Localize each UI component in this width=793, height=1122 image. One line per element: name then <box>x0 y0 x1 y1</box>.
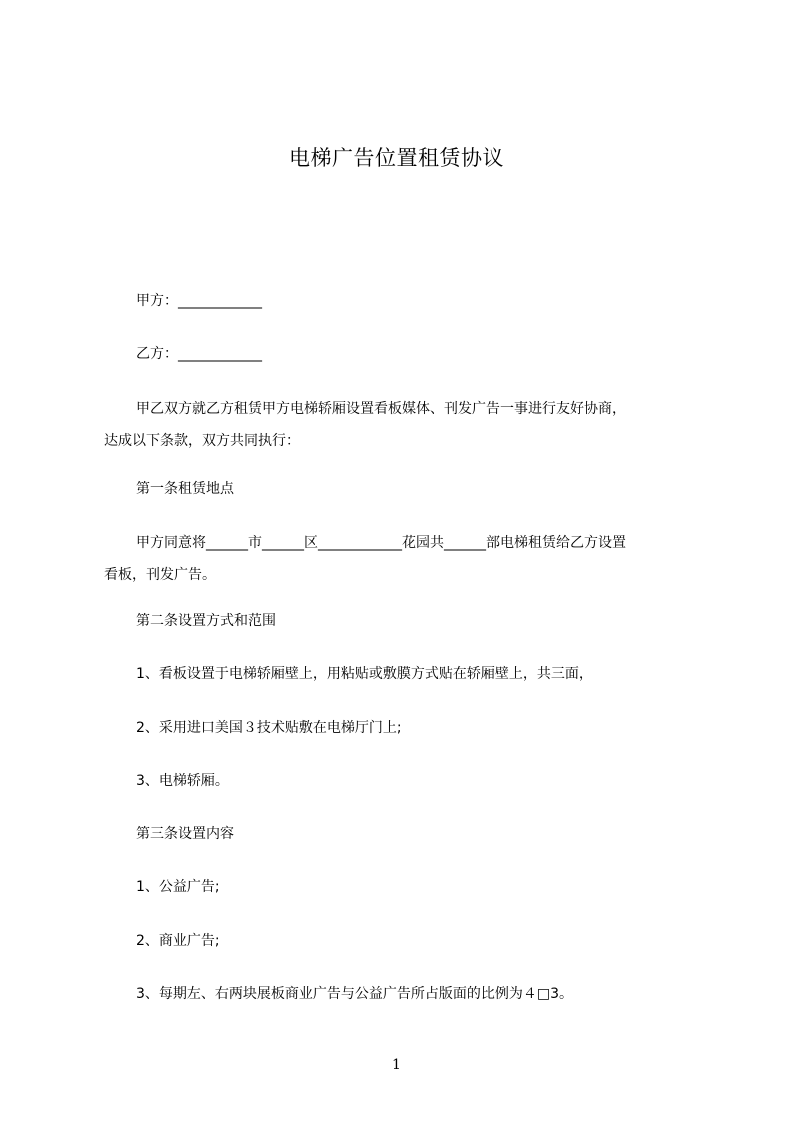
article-1-heading: 第一条租赁地点 <box>136 481 234 497</box>
article-3-heading: 第三条设置内容 <box>136 826 234 842</box>
party-b-line: 乙方：____________ <box>136 346 262 362</box>
article-1-line-2: 看板，刊发广告。 <box>104 567 216 583</box>
intro-paragraph <box>104 393 704 457</box>
article-3-item-3: 3、每期左、右两块展板商业广告与公益广告所占版面的比例为４□3。 <box>136 986 574 1002</box>
article-2-heading: 第二条设置方式和范围 <box>136 613 276 629</box>
intro-line-2: 达成以下条款，双方共同执行： <box>104 433 300 449</box>
article-1-paragraph <box>104 527 704 591</box>
article-3-item-2: 2、商业广告; <box>136 933 220 949</box>
party-a-line: 甲方：____________ <box>136 293 262 309</box>
page-number: 1 <box>392 1057 401 1073</box>
article-2-item-2: 2、采用进口美国３技术贴敷在电梯厅门上; <box>136 720 402 736</box>
document-title: 电梯广告位置租赁协议 <box>289 146 504 170</box>
article-2-item-1: 1、看板设置于电梯轿厢壁上，用粘贴或敷膜方式贴在轿厢壁上，共三面， <box>136 666 593 682</box>
article-1-line-1: 甲方同意将______市______区____________花园共______部电梯租赁给乙方设置 <box>136 535 626 551</box>
article-2-item-3: 3、电梯轿厢。 <box>136 773 229 789</box>
article-3-item-1: 1、公益广告; <box>136 879 220 895</box>
intro-line-1: 甲乙双方就乙方租赁甲方电梯轿厢设置看板媒体、刊发广告一事进行友好协商， <box>136 401 626 417</box>
